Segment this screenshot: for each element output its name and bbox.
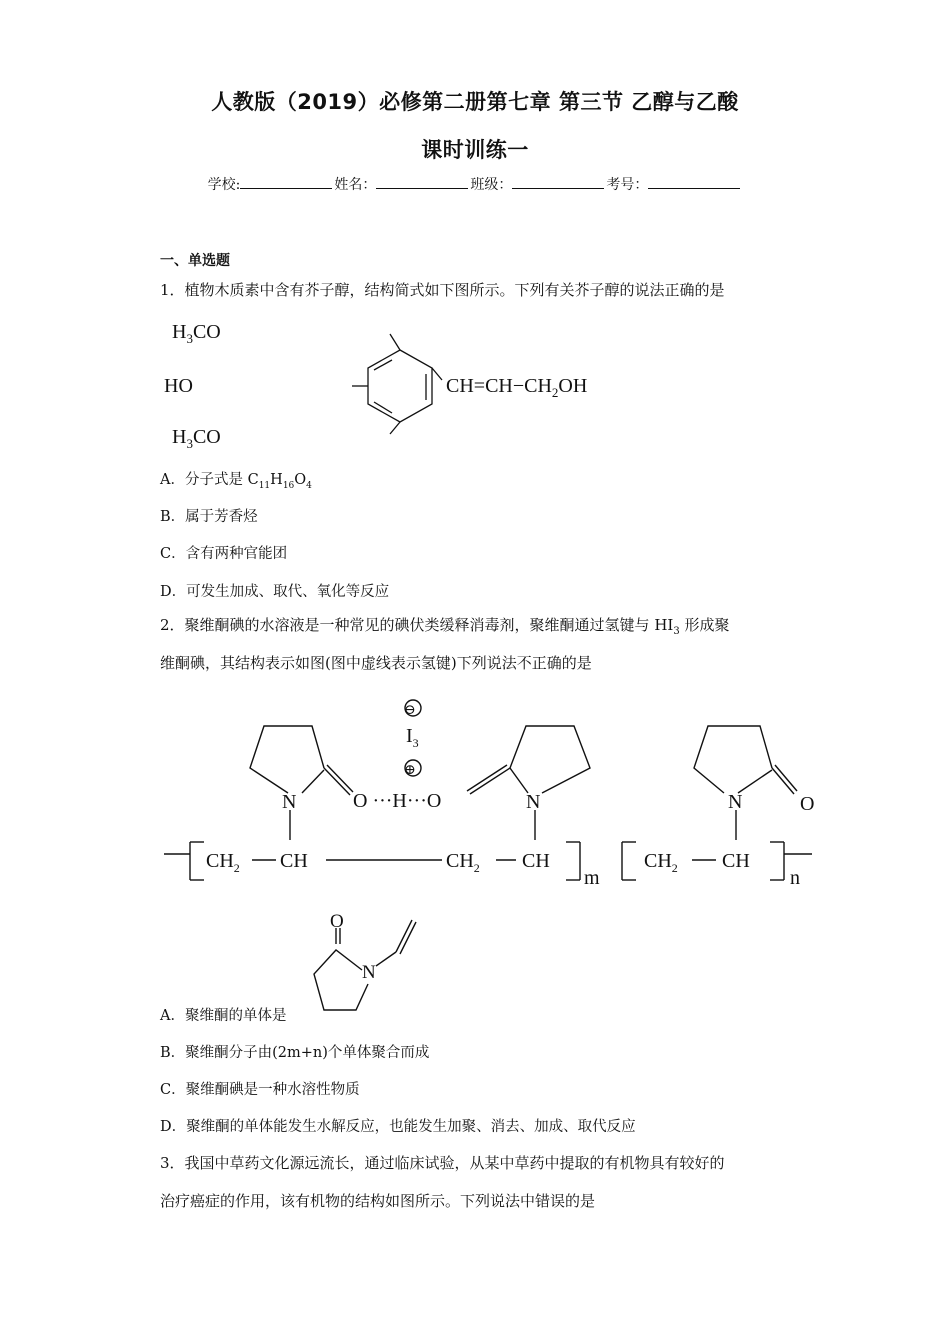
q1-option-b[interactable]: B．属于芳香烃 xyxy=(160,509,258,525)
svg-text:N: N xyxy=(282,791,297,813)
svg-text:CH: CH xyxy=(722,850,750,872)
svg-text:CH: CH xyxy=(522,850,550,872)
svg-text:CH2: $CH_2$ xyxy=(644,850,678,875)
q1-option-a-formula: $C_{11}H_{16}O_4$ xyxy=(247,472,312,491)
exam-number-blank[interactable] xyxy=(648,174,740,189)
q1-option-a[interactable] xyxy=(160,468,312,491)
svg-text:H3CO: $H_3CO$ xyxy=(172,426,221,451)
question-3-stem-line1: 3．我国中草药文化源远流长，通过临床试验，从某中草药中提取的有机物具有较好的 xyxy=(160,1154,725,1172)
student-info-line xyxy=(0,174,950,194)
q2-option-b[interactable]: B．聚维酮分子由(2m+n)个单体聚合而成 xyxy=(160,1045,430,1061)
class-blank[interactable] xyxy=(512,174,604,189)
svg-text:N: N xyxy=(362,962,376,983)
svg-text:CH2: $CH_2$ xyxy=(446,850,480,875)
svg-text:N: N xyxy=(526,791,541,813)
svg-text:N: N xyxy=(728,791,743,813)
q2-option-c[interactable]: C．聚维酮碘是一种水溶性物质 xyxy=(160,1082,360,1098)
question-2-stem-line1: 2．聚维酮碘的水溶液是一种常见的碘伏类缓释消毒剂，聚维酮通过氢键与 $HI_3$ 形成聚 xyxy=(160,616,730,637)
q2-option-d[interactable]: D．聚维酮的单体能发生水解反应，也能发生加聚、消去、加成、取代反应 xyxy=(160,1119,636,1135)
name-label: 姓名： xyxy=(334,177,377,193)
question-1-stem: 1．植物木质素中含有芥子醇，结构简式如下图所示。下列有关芥子醇的说法正确的是 xyxy=(160,281,725,299)
subscript-n: n xyxy=(790,867,800,889)
page-title: 人教版（2019）必修第二册第七章 第三节 乙醇与乙酸 xyxy=(211,90,739,114)
svg-text:CH2: $CH_2$ xyxy=(206,850,240,875)
question-3-stem-line2: 治疗癌症的作用，该有机物的结构如图所示。下列说法中错误的是 xyxy=(160,1192,596,1210)
q1-structure-sinapyl-alcohol xyxy=(160,312,588,452)
page-subtitle: 课时训练一 xyxy=(421,138,529,162)
school-blank[interactable] xyxy=(240,174,332,189)
q2-option-a-monomer-structure xyxy=(296,911,426,1024)
q1-option-c[interactable]: C．含有两种官能团 xyxy=(160,546,288,562)
svg-text:O ···H···O: O ···H···O xyxy=(353,790,442,812)
q2-structure-povidone-iodine xyxy=(160,690,840,900)
svg-text:HO: HO xyxy=(164,375,193,397)
section-heading: 一、单选题 xyxy=(160,253,230,269)
i3-label: $I_3$ xyxy=(406,725,419,750)
subscript-m: m xyxy=(584,867,600,889)
q1-option-a-text: A．分子式是 xyxy=(160,472,248,488)
name-blank[interactable] xyxy=(376,174,468,189)
proton-cation-sign: ⊕ xyxy=(404,763,416,778)
question-2-stem-line2: 维酮碘，其结构表示如图(图中虚线表示氢键)下列说法不正确的是 xyxy=(160,654,592,672)
class-label: 班级： xyxy=(470,177,513,193)
svg-text:O: O xyxy=(800,793,815,815)
benzene-ring xyxy=(368,350,432,422)
svg-text:O: O xyxy=(330,911,344,932)
q2-option-a[interactable]: A．聚维酮的单体是 xyxy=(160,1008,287,1024)
q1-option-d[interactable]: D．可发生加成、取代、氧化等反应 xyxy=(160,584,390,600)
svg-text:H3CO: $H_3CO$ xyxy=(172,321,221,346)
exam-number-label: 考号： xyxy=(606,177,649,193)
school-label: 学校: xyxy=(207,177,241,193)
svg-text:CH=CH−CH2OH: $CH=CH-CH_2OH$ xyxy=(446,375,588,400)
svg-text:CH: CH xyxy=(280,850,308,872)
iodide-anion-sign: ⊖ xyxy=(404,703,416,718)
